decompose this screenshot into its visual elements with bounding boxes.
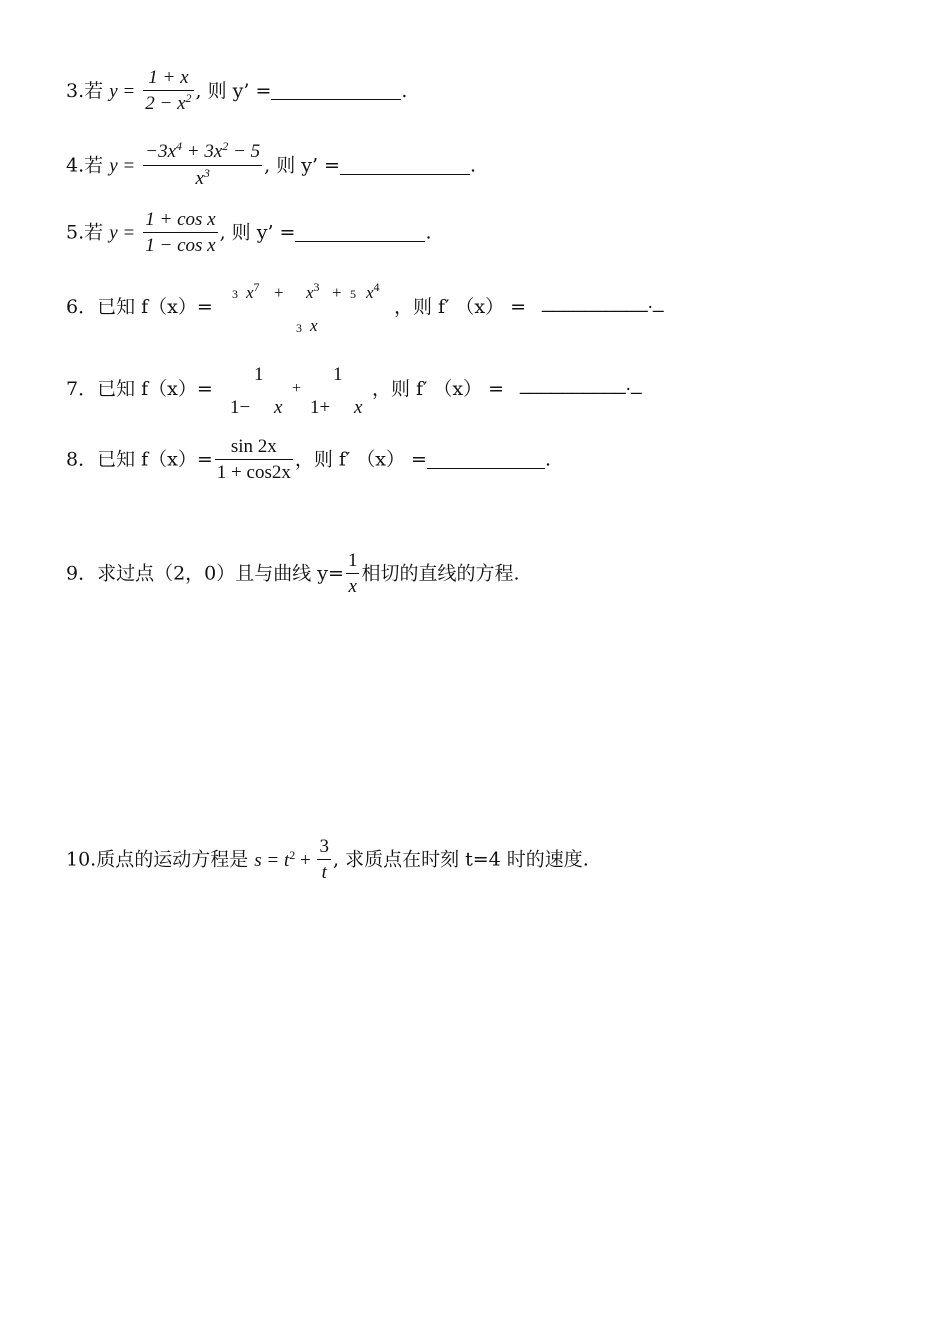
problem-7-label: 7．已知 f（x）=: [66, 378, 213, 400]
problem-6-denominator: x: [310, 316, 318, 335]
problem-3-label: 3.若: [66, 80, 104, 102]
problem-9: [66, 549, 520, 600]
problem-7-denominator-1-var: x: [274, 397, 283, 418]
problem-7-numerator-2: 1: [333, 364, 343, 385]
problem-5-end: .: [425, 221, 432, 244]
problem-6-label: 6．已知 f（x）=: [66, 296, 213, 318]
problem-3-denominator: $2 - x^2$: [143, 90, 193, 118]
problem-7-tail: ，则 f′ （x） =: [372, 378, 505, 400]
problem-8: [66, 435, 551, 486]
problem-10-text-start: 10.质点的运动方程是: [66, 848, 249, 871]
problem-8-numerator: sin 2x: [230, 436, 277, 457]
problem-4: [66, 140, 476, 193]
problem-4-numerator: $-3x^4 + 3x^2 - 5$: [145, 139, 261, 162]
problem-9-text-start: 9．求过点（2，0）且与曲线 y=: [66, 562, 344, 585]
problem-10: [66, 835, 589, 886]
problem-8-tail: ，则 f′ （x） =: [294, 448, 427, 471]
problem-7-denominator-2-var: x: [354, 397, 363, 418]
problem-7-denominator-1-prefix: 1−: [230, 397, 251, 418]
problem-7-denominator-2-prefix: 1+: [310, 397, 331, 418]
problem-6-plus: +: [274, 283, 284, 302]
problem-4-fraction: [143, 140, 262, 193]
problem-6-plus-2: +: [332, 283, 342, 302]
problem-5-lhs: y =: [109, 222, 136, 244]
problem-6-denominator-root-index: 3: [296, 321, 302, 335]
problem-8-label: 8．已知 f（x）=: [66, 448, 213, 471]
problem-8-answer-blank[interactable]: [427, 448, 545, 469]
problem-4-answer-blank[interactable]: [340, 154, 470, 175]
problem-6-root-index-1: 3: [232, 287, 238, 301]
problem-6-term-2: $x^3$: [306, 280, 320, 302]
problem-8-end: .: [544, 448, 551, 471]
problem-9-text-end: 相切的直线的方程.: [361, 562, 520, 585]
problem-6-answer-blank[interactable]: __________._: [542, 292, 664, 313]
problem-5: [66, 208, 432, 259]
problem-9-fraction: [346, 549, 360, 600]
problem-10-numerator: 3: [319, 836, 329, 857]
problem-7-answer-blank[interactable]: __________._: [520, 374, 642, 395]
problem-3-fraction: [143, 66, 193, 118]
problem-4-denominator: $x^3$: [143, 165, 262, 193]
problem-4-label: 4.若: [66, 154, 104, 177]
problem-4-end: .: [469, 154, 477, 177]
problem-4-tail: , 则 y’ =: [264, 154, 340, 177]
problem-3-end: .: [401, 80, 408, 102]
problem-5-denominator: 1 − cos x: [143, 232, 217, 259]
problem-6-root-index-2: 5: [350, 287, 356, 301]
problem-6-term-1: $x^7$: [246, 280, 260, 302]
problem-3: [66, 66, 407, 118]
problem-4-lhs: y =: [109, 155, 136, 177]
problem-3-tail: , 则 y’ =: [195, 80, 272, 102]
problem-10-lhs: $s = t^2$ +: [254, 847, 316, 871]
problem-8-denominator: 1 + cos2x: [215, 459, 293, 486]
problem-9-numerator: 1: [347, 550, 358, 571]
problem-9-denominator: x: [346, 573, 360, 600]
problem-5-fraction: [143, 208, 217, 259]
problem-6-tail: ，则 f′ （x） =: [394, 296, 527, 318]
problem-8-fraction: [215, 435, 293, 486]
problem-6-term-3: $x^4$: [366, 280, 380, 302]
problem-5-tail: , 则 y’ =: [219, 221, 296, 244]
problem-10-denominator: t: [317, 859, 331, 886]
problem-5-answer-blank[interactable]: [295, 221, 425, 242]
problem-7-plus: +: [292, 380, 302, 397]
problem-3-numerator: 1 + x: [148, 67, 189, 88]
problem-3-answer-blank[interactable]: [271, 79, 401, 100]
problem-10-fraction: [317, 835, 331, 886]
problem-7-numerator-1: 1: [254, 364, 264, 385]
problem-5-numerator: 1 + cos x: [145, 209, 216, 230]
problem-10-text-end: , 求质点在时刻 t=4 时的速度.: [332, 848, 589, 871]
problem-5-label: 5.若: [66, 221, 104, 244]
problem-3-lhs: y =: [109, 81, 136, 102]
